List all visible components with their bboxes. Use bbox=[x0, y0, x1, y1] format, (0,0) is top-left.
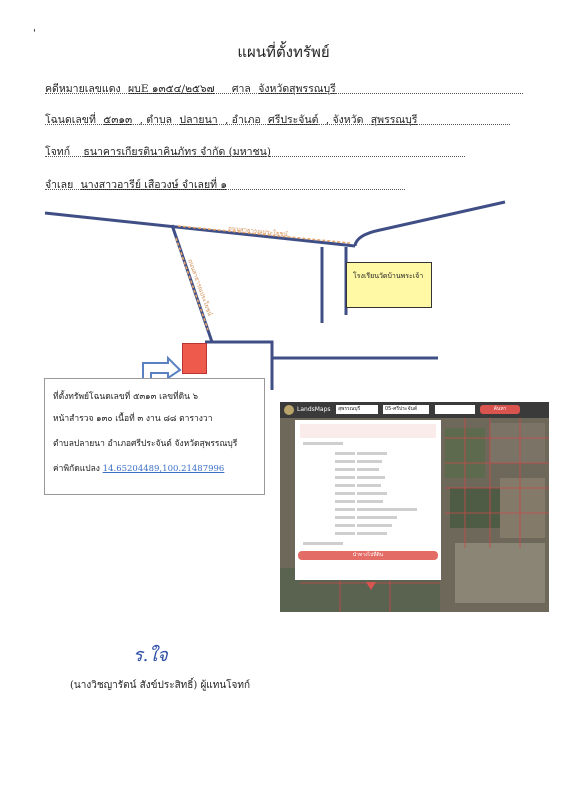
road-label-side: ถนนสาธารณประโยชน์ bbox=[186, 258, 214, 317]
case-number: ผบE ๑๓๕๔/๒๕๖๗ bbox=[128, 83, 215, 95]
province-select[interactable]: สุพรรณบุรี bbox=[336, 405, 378, 414]
page-title: แผนที่ตั้งทรัพย์ bbox=[237, 43, 330, 61]
district: ศรีประจันต์ bbox=[268, 114, 319, 126]
map-pin-icon bbox=[366, 582, 376, 590]
divider bbox=[45, 93, 523, 94]
deed-prefix: โฉนดเลขที่ bbox=[45, 114, 96, 126]
property-info-box bbox=[44, 378, 265, 495]
pointer-arrow-icon bbox=[143, 358, 180, 380]
province: สุพรรณบุรี bbox=[370, 114, 418, 126]
landsmaps-toolbar bbox=[280, 402, 549, 418]
district-prefix: , อำเภอ bbox=[225, 114, 261, 126]
road-label-top: ถนนสาธารณประโยชน์ bbox=[227, 225, 289, 239]
coordinates-link[interactable]: 14.65204489,100.21487996 bbox=[102, 464, 225, 474]
plaintiff-name: ธนาคารเกียรตินาคินภัทร จำกัด (มหาชน) bbox=[83, 146, 271, 158]
info-line-1: ที่ตั้งทรัพย์โฉนดเลขที่ ๕๓๑๓ เลขที่ดิน ๖ bbox=[53, 392, 199, 402]
landsmaps-logo-icon bbox=[284, 405, 294, 415]
location-sketch bbox=[0, 190, 567, 390]
divider bbox=[45, 156, 465, 157]
court-name: จังหวัดสุพรรณบุรี bbox=[258, 83, 336, 95]
corner-mark: ' bbox=[33, 28, 36, 39]
property-plot bbox=[182, 343, 207, 374]
parcel-input[interactable] bbox=[435, 405, 475, 414]
info-line-2: หน้าสำรวจ ๑๓๐ เนื้อที่ ๓ งาน ๘๘ ตารางวา bbox=[53, 414, 213, 424]
app-name: LandsMaps bbox=[297, 406, 331, 413]
plaintiff-line bbox=[45, 143, 275, 160]
landsmaps-screenshot bbox=[280, 402, 549, 612]
info-line-4 bbox=[53, 461, 224, 475]
subdistrict: ปลายนา bbox=[179, 114, 218, 126]
search-button[interactable]: ค้นหา bbox=[480, 405, 520, 414]
defendant-prefix: จำเลย bbox=[45, 179, 74, 191]
deed-number: ๕๓๑๓ bbox=[103, 114, 133, 126]
road-top bbox=[45, 213, 355, 246]
province-prefix: , จังหวัด bbox=[325, 114, 364, 126]
road-curve bbox=[355, 202, 505, 246]
defendant-name: นางสาวอารีย์ เสือวงษ์ จำเลยที่ ๑ bbox=[80, 179, 228, 191]
signature-scribble: ร.ใจ bbox=[133, 645, 168, 666]
info-line-3: ตำบลปลายนา อำเภอศรีประจันต์ จังหวัดสุพรรณบุรี bbox=[53, 439, 238, 449]
subdistrict-prefix: , ตำบล bbox=[139, 114, 173, 126]
signature-label: (นางวิชญารัตน์ สังข์ประสิทธิ์) ผู้แทนโจทก์ bbox=[70, 680, 251, 691]
coord-prefix: ค่าพิกัดแปลง bbox=[53, 464, 100, 474]
divider bbox=[45, 124, 510, 125]
parcel-detail-panel bbox=[295, 420, 441, 580]
plaintiff-prefix: โจทก์ bbox=[45, 146, 71, 158]
court-prefix: ศาล bbox=[231, 83, 251, 95]
deed-line bbox=[45, 111, 421, 128]
case-line bbox=[45, 80, 340, 97]
case-prefix: คดีหมายเลขแดง bbox=[45, 83, 121, 95]
district-select[interactable]: 05-ศรีประจันต์ bbox=[383, 405, 429, 414]
temple-label: โรงเรียนวัดบ้านพระเจ้า bbox=[353, 272, 424, 280]
navigate-button[interactable]: นำทางไปที่ดิน bbox=[298, 551, 438, 560]
temple-school-box bbox=[346, 262, 432, 308]
